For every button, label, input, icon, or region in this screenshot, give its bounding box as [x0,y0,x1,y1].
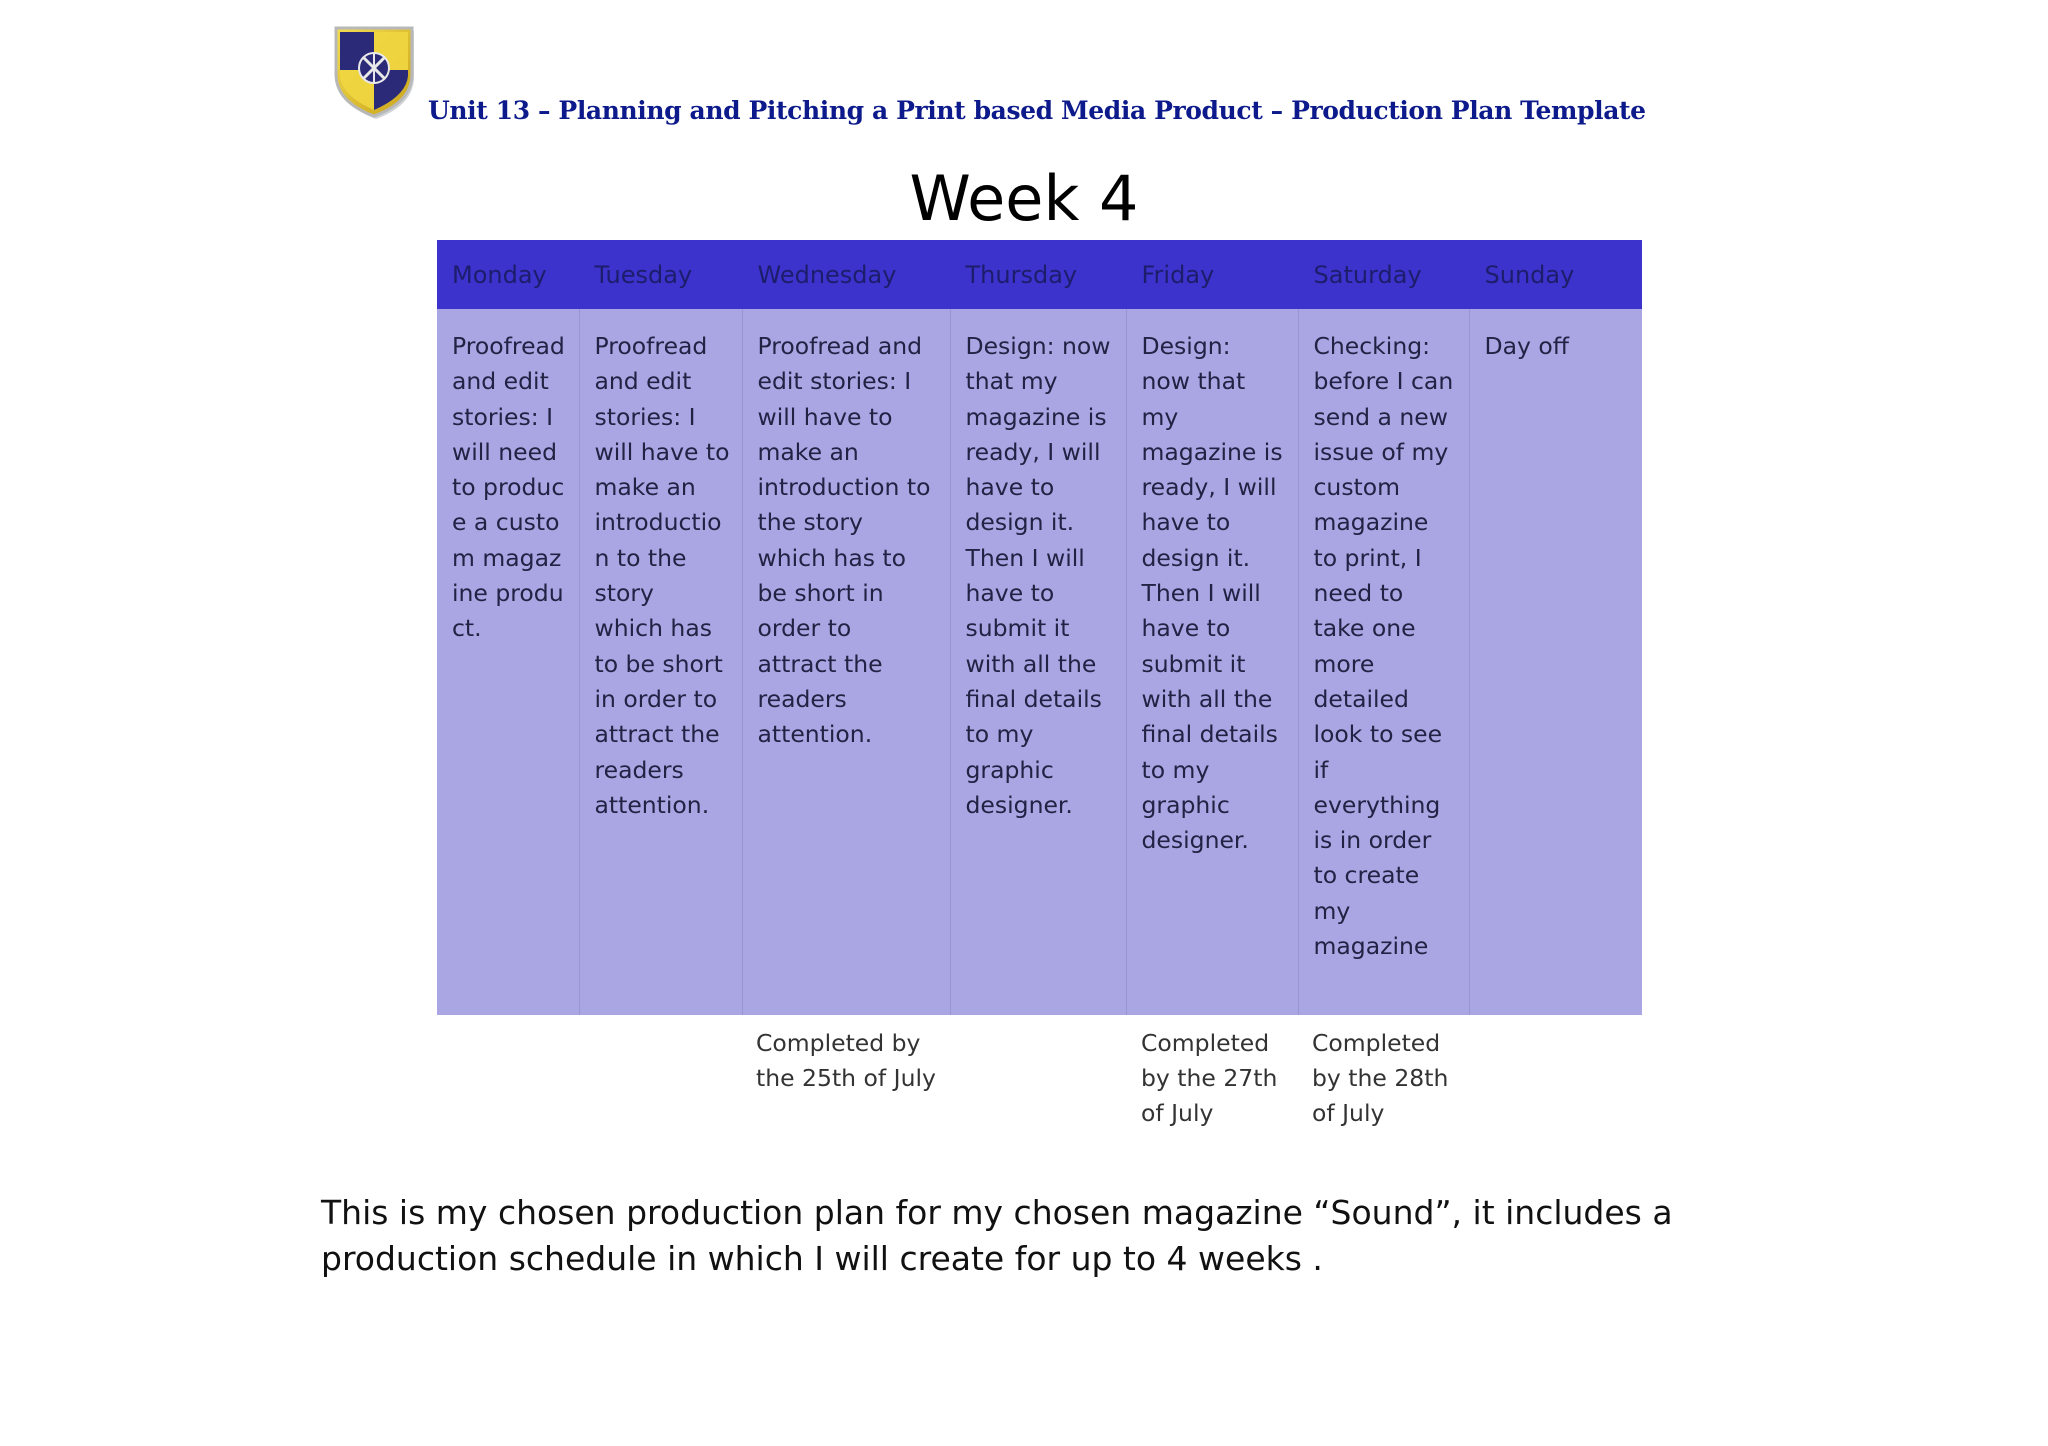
schedule-task-row [437,309,1642,1015]
day-header-thursday: Thursday [950,240,1126,309]
task-cell-wednesday: Proofread and edit stories: I will have to make an introduction to the story which has to be short in order to attract the readers attention. [742,309,950,1015]
completed-note-friday: Completed by the 27th of July [1141,1029,1278,1127]
completed-note-wednesday: Completed by the 25th of July [756,1029,936,1092]
day-header-tuesday: Tuesday [579,240,742,309]
task-cell-thursday: Design: now that my magazine is ready, I will have to design it. Then I will have to submit it with all the final details to my graphic designer. [950,309,1126,1015]
school-crest-icon [330,22,418,120]
week-title: Week 4 [909,162,1139,235]
production-schedule-table [437,240,1642,1015]
completed-note-saturday: Completed by the 28th of July [1312,1029,1449,1127]
task-cell-friday: Design: now that my magazine is ready, I will have to design it. Then I will have to submit it with all the final details to my graphic designer. [1126,309,1298,1015]
day-header-sunday: Sunday [1469,240,1642,309]
document-header-title: Unit 13 – Planning and Pitching a Print based Media Product – Production Plan Template [428,96,1646,125]
plan-description-caption: This is my chosen production plan for my chosen magazine “Sound”, it includes a production schedule in which I will create for up to 4 weeks . [321,1193,1673,1278]
day-header-monday: Monday [437,240,579,309]
task-cell-tuesday: Proofread and edit stories: I will have to make an introduction to the story which has to be short in order to attract the readers attention. [579,309,742,1015]
task-cell-sunday: Day off [1484,332,1569,360]
task-cell-monday: Proofread and edit stories: I will need to produce a custom magazine product. [437,309,579,1015]
day-header-saturday: Saturday [1298,240,1469,309]
day-header-friday: Friday [1126,240,1298,309]
day-header-wednesday: Wednesday [742,240,950,309]
schedule-header-row [437,240,1642,309]
task-cell-saturday: Checking: before I can send a new issue of my custom magazine to print, I need to take one more detailed look to see if everything is in order to create my magazine [1298,309,1469,1015]
